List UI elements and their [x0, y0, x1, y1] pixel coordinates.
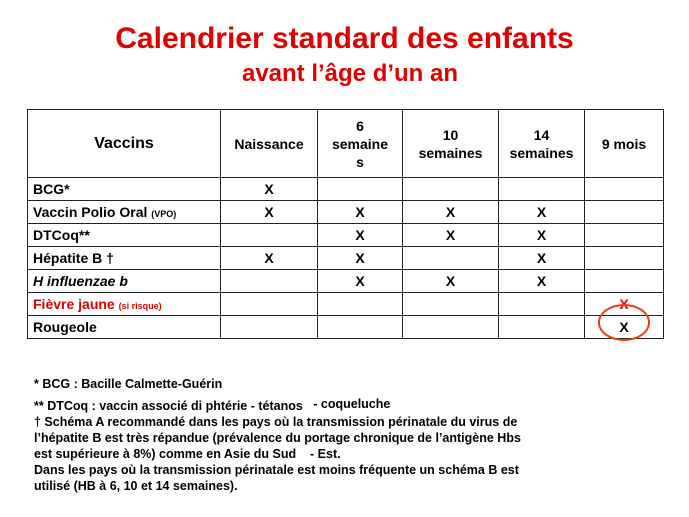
table-cell: [403, 293, 499, 316]
table-cell: [221, 270, 318, 293]
table-cell: X: [403, 201, 499, 224]
table-cell: X: [221, 247, 318, 270]
table-cell: X: [318, 224, 403, 247]
table-cell: [403, 178, 499, 201]
table-cell: X: [499, 224, 585, 247]
note-bcg: * BCG : Bacille Calmette-Guérin: [34, 377, 223, 391]
note-hepb-1: † Schéma A recommandé dans les pays où la transmission périnatale du virus de: [34, 415, 518, 429]
table-row: [28, 224, 664, 247]
table-row: [28, 247, 664, 270]
footnotes: [34, 376, 654, 494]
vaccine-name: Vaccin Polio Oral (VPO): [28, 201, 221, 224]
table-row: [28, 178, 664, 201]
note-hepb-3: est supérieure à 8%) comme en Asie du Sud - Est.: [34, 447, 341, 461]
title-line-1: Calendrier standard des enfants: [115, 22, 574, 55]
table-row: [28, 201, 664, 224]
table-cell: X: [403, 270, 499, 293]
title-line-2: avant l’âge d’un an: [241, 60, 459, 87]
table-cell: X: [585, 316, 664, 339]
table-cell: [585, 178, 664, 201]
vaccine-schedule-table: [27, 109, 664, 339]
table-row: [28, 316, 664, 339]
table-cell: [403, 316, 499, 339]
table-cell: [318, 178, 403, 201]
table-cell: [585, 247, 664, 270]
header-9-mois: 9 mois: [585, 110, 664, 178]
table-cell: [318, 316, 403, 339]
table-cell: [585, 224, 664, 247]
table-cell: X: [221, 178, 318, 201]
table-cell: X: [499, 247, 585, 270]
header-vaccins: Vaccins: [28, 110, 221, 178]
table-cell: [403, 247, 499, 270]
table-cell: X: [318, 270, 403, 293]
vaccine-name: H influenzae b: [28, 270, 221, 293]
table-header-row: [28, 110, 664, 178]
table-cell: X: [221, 201, 318, 224]
highlight-circle: [598, 304, 650, 341]
table-cell: [585, 201, 664, 224]
table-cell: [221, 316, 318, 339]
table-cell: [499, 316, 585, 339]
vaccine-name: BCG*: [28, 178, 221, 201]
table-cell: [221, 293, 318, 316]
table-cell: X: [318, 201, 403, 224]
vaccine-name: Fièvre jaune (si risque): [28, 293, 221, 316]
table-cell: X: [585, 293, 664, 316]
header-6-semaines: 6 semaine s: [318, 110, 403, 178]
table-cell: [499, 293, 585, 316]
table-row: [28, 270, 664, 293]
note-hepb-2: l’hépatite B est très répandue (prévalence du portage chronique de l’antigène Hbs: [34, 431, 521, 445]
table-cell: X: [499, 201, 585, 224]
table-cell: X: [403, 224, 499, 247]
table-cell: [221, 224, 318, 247]
header-10-semaines: 10 semaines: [403, 110, 499, 178]
vaccine-name: Hépatite B †: [28, 247, 221, 270]
header-naissance: Naissance: [221, 110, 318, 178]
note-dtcoq: ** DTCoq : vaccin associé di phtérie - tétanos - coqueluche: [34, 397, 391, 413]
note-hepb-4: Dans les pays où la transmission périnatale est moins fréquente un schéma B est: [34, 463, 519, 477]
table-cell: [585, 270, 664, 293]
vaccine-name: DTCoq**: [28, 224, 221, 247]
table-cell: X: [318, 247, 403, 270]
header-14-semaines: 14 semaines: [499, 110, 585, 178]
table-cell: X: [499, 270, 585, 293]
table-cell: [499, 178, 585, 201]
table-row: [28, 293, 664, 316]
vaccine-name: Rougeole: [28, 316, 221, 339]
note-hepb-5: utilisé (HB à 6, 10 et 14 semaines).: [34, 479, 238, 493]
table-cell: [318, 293, 403, 316]
